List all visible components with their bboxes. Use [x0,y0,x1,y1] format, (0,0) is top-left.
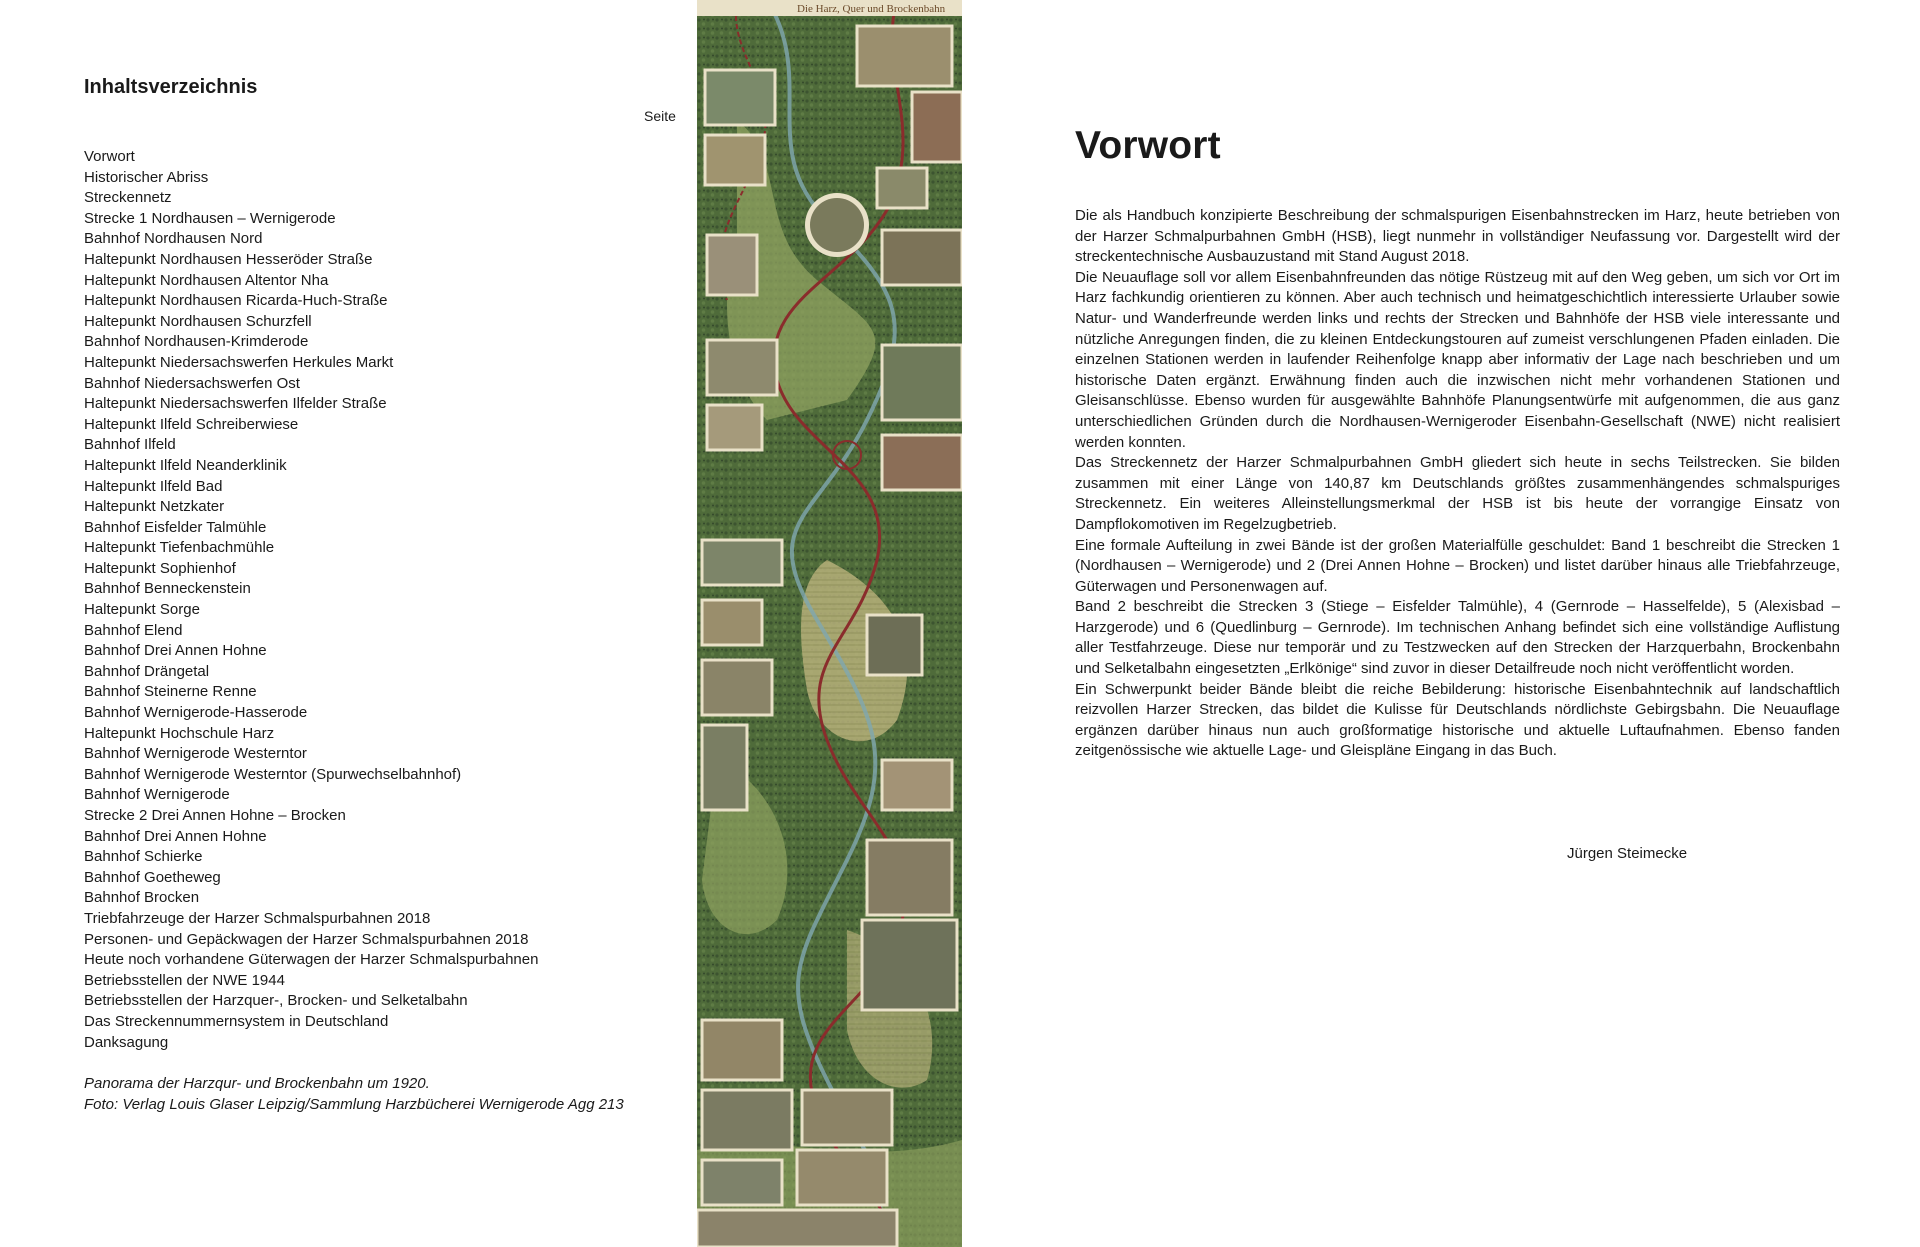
map-header-text: Die Harz, Quer und Brockenbahn [797,3,946,15]
vorwort-paragraph: Band 2 beschreibt die Strecken 3 (Stiege – Eisfelder Talmühle), 4 (Gernrode – Hasselfelde), 5 (Alexisbad – Harzgerode) und 6 (Quedlinburg – Gernrode). Im technischen Anhang befindet sich eine vollständige Auflistung aller Testfahrzeuge. Diese nur temporär und zu Testzwecken auf den Strecken der Harzquerbahn, Brockenbahn und Selketalbahn eingesetzten „Erlkönige“ sind zuvor in dieser Detailfreude noch nicht veröffentlicht worden. [1075,598,1840,678]
toc-entry: Bahnhof Wernigerode [84,786,230,804]
toc-entry: Haltepunkt Nordhausen Ricarda-Huch-Straße [84,292,388,310]
vorwort-paragraph: Eine formale Aufteilung in zwei Bände ist der großen Materialfülle geschuldet: Band 1 beschreibt die Strecken 1 (Nordhausen – Wernigerode) und 2 (Drei Annen Hohne – Brocken) und listet darüber hinaus alle Triebfahrzeuge, Güterwagen und Personenwagen auf. [1075,536,1840,595]
vorwort-paragraph: Ein Schwerpunkt beider Bände bleibt die reiche Bebilderung: historische Eisenbahntechnik auf landschaftlich reizvollen Harzer Strecken, das bildet die Kulisse für Deutschlands nördlichste Gebirgsbahn. Die Neuauflage ergänzen darüber hinaus nun auch großformatige historische und aktuelle Luftaufnahmen. Ebenso fanden zeitgenössische wie aktuelle Lage- und Gleispläne Eingang in das Buch. [1075,680,1840,760]
toc-page-column-header: Seite [644,108,676,124]
toc-entry: Haltepunkt Nordhausen Altentor Nha [84,271,329,289]
toc-entry: Danksagung [84,1033,169,1051]
toc-entry: Bahnhof Schierke [84,848,203,866]
vorwort-paragraph: Das Streckennetz der Harzer Schmalpurbahnen GmbH gliedert sich heute in sechs Teilstrecken. Sie bilden zusammen mit einer Länge von 140,87 km Deutschlands größtes zusammenhängendes schmalspuriges Streckennetz. Ein weiteres Alleinstellungsmerkmal der HSB ist bis heute der vorrangige Einsatz von Dampflokomotiven im Regelzugbetrieb. [1075,454,1840,533]
toc-entry: Betriebsstellen der Harzquer-, Brocken- und Selketalbahn [84,992,468,1010]
toc-list [84,147,538,1053]
toc-entry: Betriebsstellen der NWE 1944 [84,971,285,989]
toc-title: Inhaltsverzeichnis [84,76,258,98]
toc-entry: Haltepunkt Ilfeld Bad [84,477,223,495]
toc-entry: Bahnhof Nordhausen-Krimderode [84,333,309,351]
toc-entry: Triebfahrzeuge der Harzer Schmalspurbahnen 2018 [84,909,431,927]
author-signature: Jürgen Steimecke [1567,845,1688,862]
toc-entry: Bahnhof Drei Annen Hohne [84,642,267,660]
toc-entry: Bahnhof Benneckenstein [84,580,251,598]
toc-entry: Bahnhof Niedersachswerfen Ost [84,374,300,392]
caption-credit: Foto: Verlag Louis Glaser Leipzig/Sammlung Harzbücherei Wernigerode Agg 213 [84,1096,624,1113]
left-page [0,0,695,1247]
toc-entry: Haltepunkt Ilfeld Schreiberwiese [84,415,299,433]
toc-entry: Personen- und Gepäckwagen der Harzer Schmalspurbahnen 2018 [84,930,529,948]
toc-entry: Strecke 2 Drei Annen Hohne – Brocken [84,807,346,824]
panorama-map-illustration [697,0,962,1247]
toc-entry: Bahnhof Elend [84,621,183,639]
toc-entry: Vorwort [84,148,135,165]
toc-entry: Bahnhof Wernigerode-Hasserode [84,704,308,722]
toc-entry: Bahnhof Steinerne Renne [84,683,257,701]
panorama-map-strip [697,0,962,1247]
toc-entry: Strecke 1 Nordhausen – Wernigerode [84,209,336,227]
toc-entry: Haltepunkt Tiefenbachmühle [84,539,275,557]
caption-title: Panorama der Harzqur- und Brockenbahn um 1920. [84,1075,430,1092]
toc-entry: Haltepunkt Hochschule Harz [84,724,275,742]
toc-entry: Bahnhof Wernigerode Westerntor (Spurwechselbahnhof) [84,765,462,783]
vorwort-paragraph: Die Neuauflage soll vor allem Eisenbahnfreunden das nötige Rüstzeug mit auf den Weg geben, um sich vor Ort im Harz fachkundig orientieren zu können. Aber auch technisch und heimatgeschichtlich interessierte Urlauber sowie Natur- und Wanderfreunde werden links und rechts der Strecken und Bahnhöfe der HSB viele interessante und nützliche Anregungen finden, die zu kleinen Entdeckungstouren auf zumeist verschlungenen Pfaden einladen. Die einzelnen Stationen werden in laufender Reihenfolge knapp aber informativ der Lage nach beschrieben und um historische Daten ergänzt. Erwähnung finden auch die inzwischen nicht mehr vorhandenen Stationen und Gleisanschlüsse. Ebenso wurden für ausgewählte Bahnhöfe Planungsentwürfe mit aufgenommen, die aus ganz unterschiedlichen Gründen durch die Nordhausen-Wernigeroder Eisenbahn-Gesellschaft (NWE) nicht realisiert werden konnten. [1075,268,1840,451]
toc-entry: Bahnhof Drei Annen Hohne [84,827,267,845]
toc-entry: Bahnhof Nordhausen Nord [84,230,263,248]
toc-entry: Haltepunkt Nordhausen Schurzfell [84,312,312,330]
toc-entry: Haltepunkt Nordhausen Hesseröder Straße [84,250,373,268]
right-page [1000,0,1920,1247]
toc-entry: Historischer Abriss [84,168,209,186]
toc-entry: Haltepunkt Sophienhof [84,559,236,577]
toc-entry: Streckennetz [84,189,172,207]
toc-entry: Haltepunkt Niedersachswerfen Herkules Markt [84,353,394,371]
toc-entry: Bahnhof Ilfeld [84,436,176,454]
toc-entry: Haltepunkt Niedersachswerfen Ilfelder Straße [84,395,387,413]
toc-entry: Das Streckennummernsystem in Deutschland [84,1012,389,1030]
map-caption [84,1073,624,1115]
toc-entry: Bahnhof Drängetal [84,662,210,680]
toc-entry: Haltepunkt Netzkater [84,498,225,516]
vorwort-title: Vorwort [1075,124,1221,167]
toc-entry: Bahnhof Brocken [84,889,200,907]
toc-entry: Haltepunkt Sorge [84,601,200,619]
toc-entry: Bahnhof Eisfelder Talmühle [84,518,267,536]
vorwort-paragraph: Die als Handbuch konzipierte Beschreibung der schmalspurigen Eisenbahnstrecken im Harz, heute betrieben von der Harzer Schmalpurbahnen GmbH (HSB), liegt nunmehr in vollständiger Neufassung vor. Dargestellt wird der streckentechnische Ausbauzustand mit Stand August 2018. [1075,207,1840,266]
toc-entry: Bahnhof Wernigerode Westerntor [84,745,307,763]
vorwort-body [1075,206,1840,762]
toc-entry: Haltepunkt Ilfeld Neanderklinik [84,456,287,474]
toc-entry: Bahnhof Goetheweg [84,868,221,886]
toc-entry: Heute noch vorhandene Güterwagen der Harzer Schmalspurbahnen [84,951,539,969]
